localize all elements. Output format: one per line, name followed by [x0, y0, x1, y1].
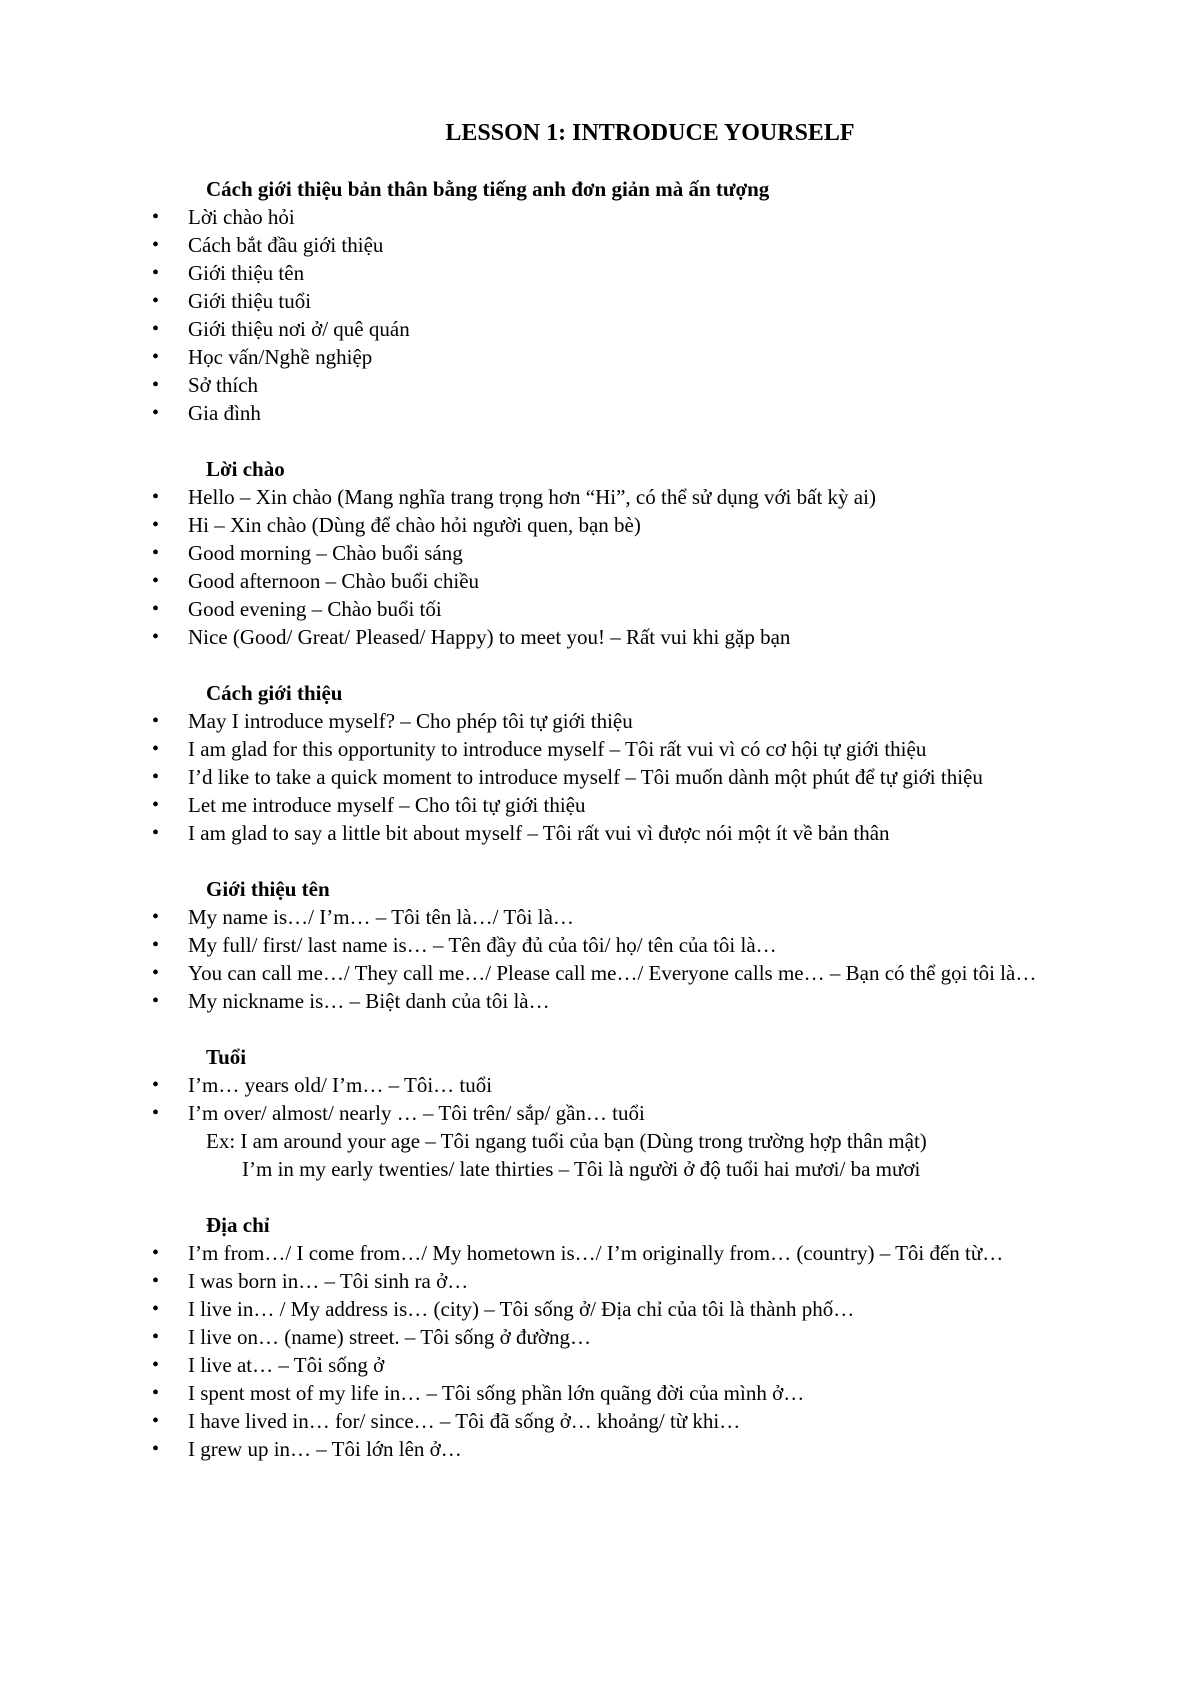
bullet-list — [150, 1239, 1100, 1463]
list-item: • I’m from…/ I come from…/ My hometown is…/ I’m originally from… (country) – Tôi đến từ… — [150, 1239, 1100, 1267]
list-item: • My nickname is… – Biệt danh của tôi là… — [150, 987, 1100, 1015]
spacer — [150, 1183, 1100, 1211]
document-content — [150, 175, 1100, 1463]
list-item: • You can call me…/ They call me…/ Please call me…/ Everyone calls me… – Bạn có thể gọi tôi là… — [150, 959, 1100, 987]
section-heading: Cách giới thiệu bản thân bằng tiếng anh đơn giản mà ấn tượng — [206, 177, 770, 201]
list-item: • Hi – Xin chào (Dùng để chào hỏi người quen, bạn bè) — [150, 511, 1100, 539]
list-item: • I am glad to say a little bit about myself – Tôi rất vui vì được nói một ít về bản thân — [150, 819, 1100, 847]
list-item: • I live on… (name) street. – Tôi sống ở đường… — [150, 1323, 1100, 1351]
page-title: LESSON 1: INTRODUCE YOURSELF — [445, 120, 855, 146]
list-item: • My name is…/ I’m… – Tôi tên là…/ Tôi là… — [150, 903, 1100, 931]
example-line: I’m in my early twenties/ late thirties – Tôi là người ở độ tuổi hai mươi/ ba mươi — [242, 1157, 921, 1181]
list-item: • I grew up in… – Tôi lớn lên ở… — [150, 1435, 1100, 1463]
section-heading: Địa chỉ — [206, 1213, 270, 1237]
bullet-list — [150, 203, 1100, 427]
list-item: • Sở thích — [150, 371, 1100, 399]
section-introductions — [150, 679, 1100, 847]
list-item: • Lời chào hỏi — [150, 203, 1100, 231]
section-address — [150, 1211, 1100, 1463]
bullet-list — [150, 1071, 1100, 1127]
bullet-list — [150, 483, 1100, 651]
list-item: • I live at… – Tôi sống ở — [150, 1351, 1100, 1379]
list-item: • I spent most of my life in… – Tôi sống phần lớn quãng đời của mình ở… — [150, 1379, 1100, 1407]
section-age — [150, 1043, 1100, 1183]
bullet-list — [150, 707, 1100, 847]
list-item: • Giới thiệu tuổi — [150, 287, 1100, 315]
list-item: • I’m over/ almost/ nearly … – Tôi trên/ sắp/ gần… tuổi — [150, 1099, 1100, 1127]
list-item: • I’d like to take a quick moment to introduce myself – Tôi muốn dành một phút để tự giới thiệu — [150, 763, 1100, 791]
section-heading: Giới thiệu tên — [206, 877, 330, 901]
list-item: • I was born in… – Tôi sinh ra ở… — [150, 1267, 1100, 1295]
section-heading: Lời chào — [206, 457, 285, 481]
list-item: • Good evening – Chào buổi tối — [150, 595, 1100, 623]
list-item: • Học vấn/Nghề nghiệp — [150, 343, 1100, 371]
list-item: • My full/ first/ last name is… – Tên đầy đủ của tôi/ họ/ tên của tôi là… — [150, 931, 1100, 959]
list-item: • Cách bắt đầu giới thiệu — [150, 231, 1100, 259]
spacer — [150, 1015, 1100, 1043]
list-item: • Giới thiệu tên — [150, 259, 1100, 287]
spacer — [150, 847, 1100, 875]
list-item: • I am glad for this opportunity to introduce myself – Tôi rất vui vì có cơ hội tự giới thiệu — [150, 735, 1100, 763]
list-item: • Giới thiệu nơi ở/ quê quán — [150, 315, 1100, 343]
section-name — [150, 875, 1100, 1015]
section-greetings — [150, 455, 1100, 651]
list-item: • Nice (Good/ Great/ Pleased/ Happy) to meet you! – Rất vui khi gặp bạn — [150, 623, 1100, 651]
section-intro — [150, 175, 1100, 427]
example-line: Ex: I am around your age – Tôi ngang tuổi của bạn (Dùng trong trường hợp thân mật) — [206, 1129, 927, 1153]
list-item: • May I introduce myself? – Cho phép tôi tự giới thiệu — [150, 707, 1100, 735]
section-heading: Cách giới thiệu — [206, 681, 343, 705]
list-item: • Gia đình — [150, 399, 1100, 427]
spacer — [150, 651, 1100, 679]
list-item: • I live in… / My address is… (city) – Tôi sống ở/ Địa chỉ của tôi là thành phố… — [150, 1295, 1100, 1323]
list-item: • Hello – Xin chào (Mang nghĩa trang trọng hơn “Hi”, có thể sử dụng với bất kỳ ai) — [150, 483, 1100, 511]
spacer — [150, 427, 1100, 455]
list-item: • Good afternoon – Chào buổi chiều — [150, 567, 1100, 595]
section-heading: Tuổi — [206, 1045, 247, 1069]
list-item: • Let me introduce myself – Cho tôi tự giới thiệu — [150, 791, 1100, 819]
list-item: • Good morning – Chào buổi sáng — [150, 539, 1100, 567]
list-item: • I have lived in… for/ since… – Tôi đã sống ở… khoảng/ từ khi… — [150, 1407, 1100, 1435]
list-item: • I’m… years old/ I’m… – Tôi… tuổi — [150, 1071, 1100, 1099]
bullet-list — [150, 903, 1100, 1015]
